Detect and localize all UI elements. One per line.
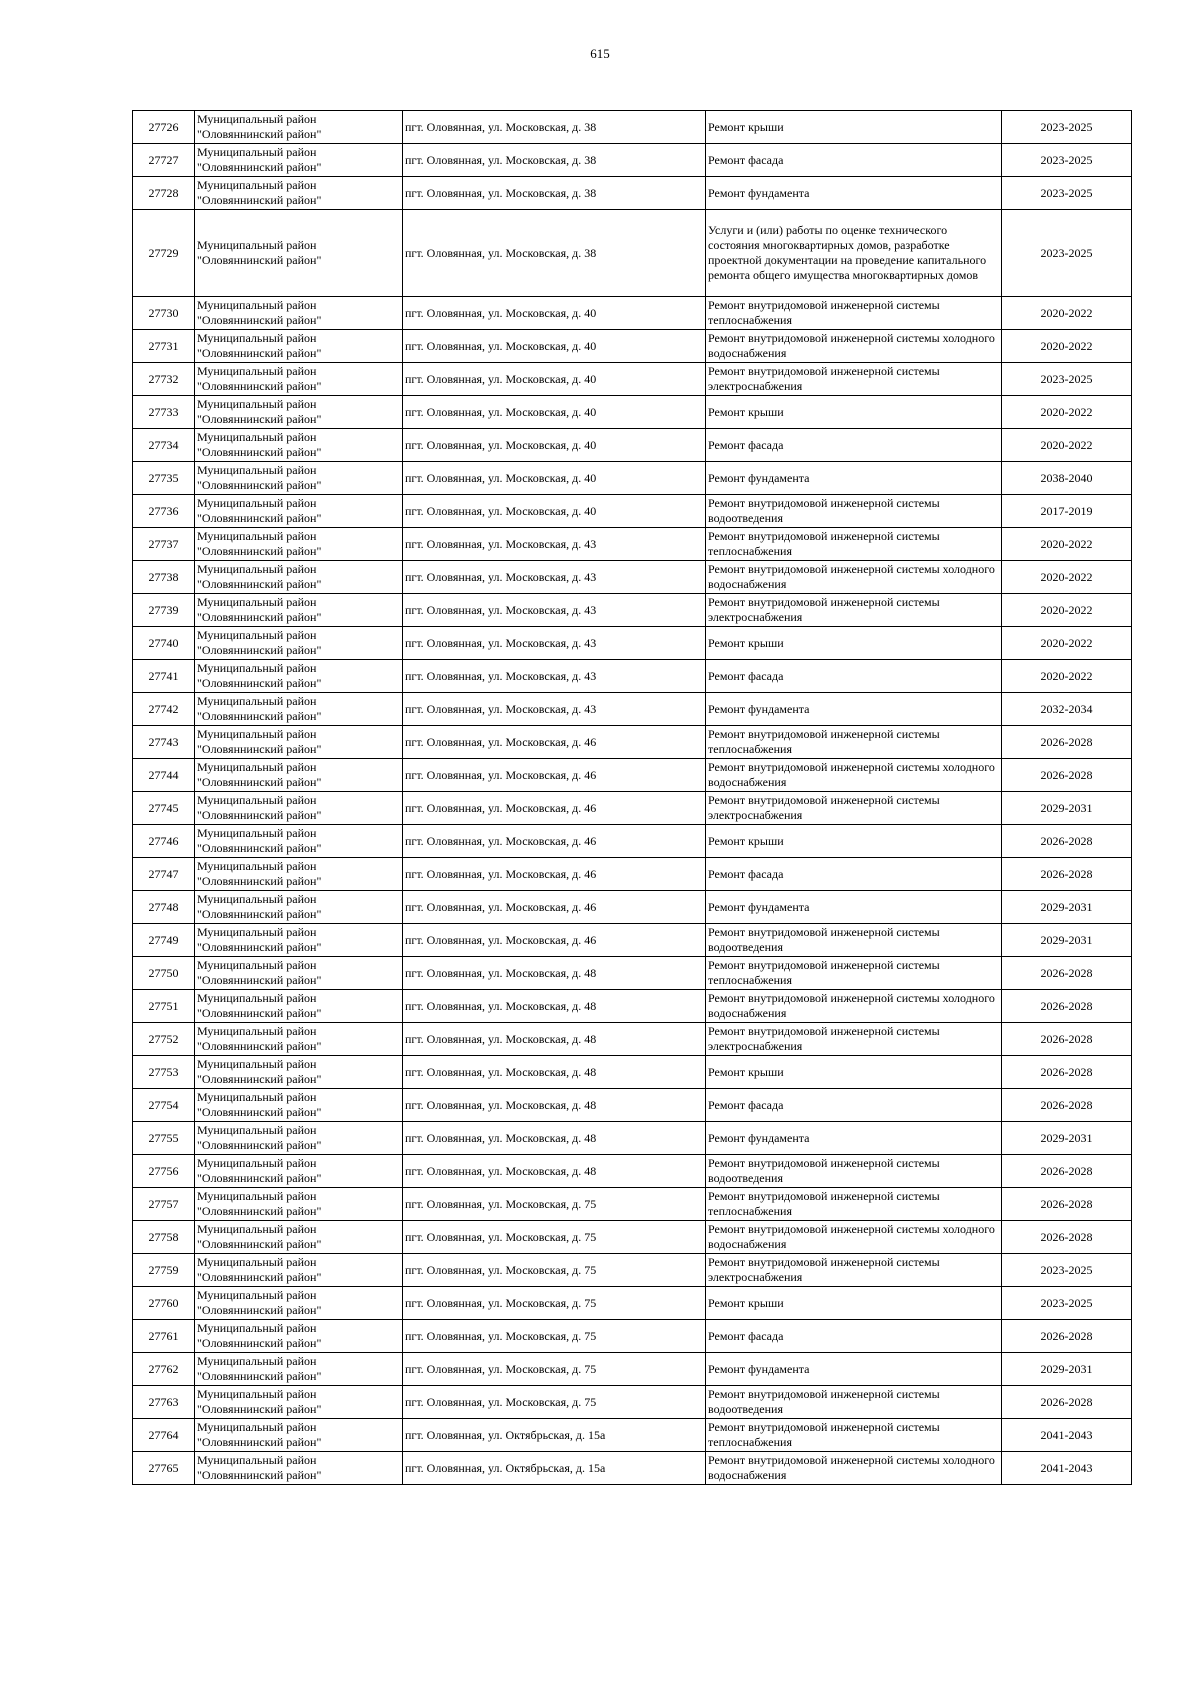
table-row [133,144,1132,177]
work-type-cell: Ремонт внутридомовой инженерной системы холодного водоснабжения [706,990,1002,1023]
municipality-cell: Муниципальный район "Оловяннинский район" [195,1386,403,1419]
municipality-cell: Муниципальный район "Оловяннинский район" [195,759,403,792]
row-number: 27726 [133,111,195,144]
table-row [133,1452,1132,1485]
address-cell: пгт. Оловянная, ул. Московская, д. 75 [403,1353,706,1386]
row-number: 27760 [133,1287,195,1320]
period-cell: 2023-2025 [1002,111,1132,144]
table-row [133,561,1132,594]
municipality-cell: Муниципальный район "Оловяннинский район" [195,1155,403,1188]
row-number: 27740 [133,627,195,660]
municipality-cell: Муниципальный район "Оловяннинский район" [195,660,403,693]
table-row [133,990,1132,1023]
table-row [133,330,1132,363]
municipality-cell: Муниципальный район "Оловяннинский район" [195,561,403,594]
row-number: 27746 [133,825,195,858]
period-cell: 2029-2031 [1002,792,1132,825]
row-number: 27729 [133,210,195,297]
work-type-cell: Ремонт внутридомовой инженерной системы теплоснабжения [706,726,1002,759]
period-cell: 2020-2022 [1002,330,1132,363]
table-row [133,924,1132,957]
period-cell: 2020-2022 [1002,561,1132,594]
row-number: 27732 [133,363,195,396]
municipality-cell: Муниципальный район "Оловяннинский район" [195,363,403,396]
address-cell: пгт. Оловянная, ул. Московская, д. 43 [403,561,706,594]
period-cell: 2029-2031 [1002,891,1132,924]
table-row [133,792,1132,825]
municipality-cell: Муниципальный район "Оловяннинский район" [195,144,403,177]
row-number: 27730 [133,297,195,330]
address-cell: пгт. Оловянная, ул. Московская, д. 40 [403,462,706,495]
table-row [133,429,1132,462]
row-number: 27744 [133,759,195,792]
work-type-cell: Ремонт внутридомовой инженерной системы теплоснабжения [706,957,1002,990]
work-type-cell: Ремонт фасада [706,1320,1002,1353]
address-cell: пгт. Оловянная, ул. Московская, д. 40 [403,363,706,396]
work-type-cell: Ремонт внутридомовой инженерной системы водоотведения [706,1155,1002,1188]
row-number: 27739 [133,594,195,627]
period-cell: 2026-2028 [1002,858,1132,891]
municipality-cell: Муниципальный район "Оловяннинский район" [195,396,403,429]
municipality-cell: Муниципальный район "Оловяннинский район" [195,1287,403,1320]
work-type-cell: Ремонт внутридомовой инженерной системы электроснабжения [706,1023,1002,1056]
period-cell: 2041-2043 [1002,1452,1132,1485]
address-cell: пгт. Оловянная, ул. Московская, д. 40 [403,330,706,363]
period-cell: 2020-2022 [1002,594,1132,627]
table-row [133,660,1132,693]
municipality-cell: Муниципальный район "Оловяннинский район" [195,990,403,1023]
work-type-cell: Ремонт крыши [706,396,1002,429]
table-row [133,297,1132,330]
address-cell: пгт. Оловянная, ул. Московская, д. 48 [403,1023,706,1056]
municipality-cell: Муниципальный район "Оловяннинский район" [195,1122,403,1155]
municipality-cell: Муниципальный район "Оловяннинский район" [195,858,403,891]
table-row [133,1221,1132,1254]
row-number: 27750 [133,957,195,990]
work-type-cell: Ремонт внутридомовой инженерной системы водоотведения [706,1386,1002,1419]
row-number: 27728 [133,177,195,210]
table-row [133,957,1132,990]
period-cell: 2020-2022 [1002,429,1132,462]
period-cell: 2026-2028 [1002,1221,1132,1254]
address-cell: пгт. Оловянная, ул. Московская, д. 38 [403,177,706,210]
table-row [133,111,1132,144]
table-row [133,528,1132,561]
address-cell: пгт. Оловянная, ул. Московская, д. 46 [403,891,706,924]
row-number: 27734 [133,429,195,462]
period-cell: 2020-2022 [1002,528,1132,561]
row-number: 27762 [133,1353,195,1386]
address-cell: пгт. Оловянная, ул. Московская, д. 46 [403,726,706,759]
period-cell: 2029-2031 [1002,1122,1132,1155]
row-number: 27765 [133,1452,195,1485]
period-cell: 2020-2022 [1002,660,1132,693]
row-number: 27731 [133,330,195,363]
work-type-cell: Услуги и (или) работы по оценке технического состояния многоквартирных домов, разработке проектной документации на проведение капитального ремонта общего имущества многоквартирных домов [706,210,1002,297]
table-row [133,825,1132,858]
row-number: 27752 [133,1023,195,1056]
table-row [133,1089,1132,1122]
period-cell: 2026-2028 [1002,726,1132,759]
municipality-cell: Муниципальный район "Оловяннинский район" [195,1320,403,1353]
municipality-cell: Муниципальный район "Оловяннинский район" [195,1254,403,1287]
period-cell: 2023-2025 [1002,1287,1132,1320]
period-cell: 2026-2028 [1002,1056,1132,1089]
row-number: 27743 [133,726,195,759]
work-type-cell: Ремонт крыши [706,111,1002,144]
table-row [133,462,1132,495]
period-cell: 2023-2025 [1002,363,1132,396]
period-cell: 2023-2025 [1002,210,1132,297]
period-cell: 2026-2028 [1002,1089,1132,1122]
period-cell: 2023-2025 [1002,177,1132,210]
municipality-cell: Муниципальный район "Оловяннинский район" [195,1188,403,1221]
municipality-cell: Муниципальный район "Оловяннинский район" [195,528,403,561]
municipality-cell: Муниципальный район "Оловяннинский район" [195,495,403,528]
municipality-cell: Муниципальный район "Оловяннинский район" [195,1452,403,1485]
address-cell: пгт. Оловянная, ул. Московская, д. 38 [403,210,706,297]
address-cell: пгт. Оловянная, ул. Московская, д. 75 [403,1221,706,1254]
address-cell: пгт. Оловянная, ул. Московская, д. 38 [403,144,706,177]
address-cell: пгт. Оловянная, ул. Московская, д. 40 [403,495,706,528]
address-cell: пгт. Оловянная, ул. Московская, д. 43 [403,693,706,726]
address-cell: пгт. Оловянная, ул. Октябрьская, д. 15а [403,1419,706,1452]
table-row [133,177,1132,210]
row-number: 27759 [133,1254,195,1287]
work-type-cell: Ремонт фундамента [706,177,1002,210]
address-cell: пгт. Оловянная, ул. Московская, д. 48 [403,990,706,1023]
work-type-cell: Ремонт внутридомовой инженерной системы холодного водоснабжения [706,1221,1002,1254]
work-type-cell: Ремонт крыши [706,1056,1002,1089]
address-cell: пгт. Оловянная, ул. Московская, д. 43 [403,660,706,693]
work-type-cell: Ремонт фундамента [706,1353,1002,1386]
work-type-cell: Ремонт фундамента [706,462,1002,495]
table-row [133,1254,1132,1287]
municipality-cell: Муниципальный район "Оловяннинский район" [195,627,403,660]
work-type-cell: Ремонт фундамента [706,693,1002,726]
address-cell: пгт. Оловянная, ул. Московская, д. 75 [403,1287,706,1320]
address-cell: пгт. Оловянная, ул. Московская, д. 75 [403,1254,706,1287]
table-row [133,1122,1132,1155]
work-type-cell: Ремонт внутридомовой инженерной системы теплоснабжения [706,1188,1002,1221]
period-cell: 2023-2025 [1002,144,1132,177]
row-number: 27742 [133,693,195,726]
period-cell: 2026-2028 [1002,1320,1132,1353]
work-type-cell: Ремонт внутридомовой инженерной системы холодного водоснабжения [706,1452,1002,1485]
row-number: 27747 [133,858,195,891]
period-cell: 2026-2028 [1002,957,1132,990]
row-number: 27754 [133,1089,195,1122]
row-number: 27749 [133,924,195,957]
work-type-cell: Ремонт внутридомовой инженерной системы теплоснабжения [706,1419,1002,1452]
period-cell: 2026-2028 [1002,1023,1132,1056]
address-cell: пгт. Оловянная, ул. Московская, д. 75 [403,1386,706,1419]
municipality-cell: Муниципальный район "Оловяннинский район" [195,1221,403,1254]
row-number: 27764 [133,1419,195,1452]
row-number: 27741 [133,660,195,693]
table-row [133,1023,1132,1056]
address-cell: пгт. Оловянная, ул. Московская, д. 48 [403,1155,706,1188]
row-number: 27758 [133,1221,195,1254]
period-cell: 2020-2022 [1002,627,1132,660]
period-cell: 2020-2022 [1002,396,1132,429]
period-cell: 2026-2028 [1002,990,1132,1023]
work-type-cell: Ремонт крыши [706,1287,1002,1320]
period-cell: 2029-2031 [1002,924,1132,957]
municipality-cell: Муниципальный район "Оловяннинский район" [195,693,403,726]
work-type-cell: Ремонт внутридомовой инженерной системы холодного водоснабжения [706,330,1002,363]
municipality-cell: Муниципальный район "Оловяннинский район" [195,330,403,363]
municipality-cell: Муниципальный район "Оловяннинский район" [195,1419,403,1452]
work-type-cell: Ремонт фасада [706,144,1002,177]
municipality-cell: Муниципальный район "Оловяннинский район" [195,891,403,924]
table-row [133,396,1132,429]
work-type-cell: Ремонт крыши [706,825,1002,858]
municipality-cell: Муниципальный район "Оловяннинский район" [195,429,403,462]
address-cell: пгт. Оловянная, ул. Московская, д. 38 [403,111,706,144]
period-cell: 2032-2034 [1002,693,1132,726]
period-cell: 2026-2028 [1002,1386,1132,1419]
work-type-cell: Ремонт внутридомовой инженерной системы теплоснабжения [706,528,1002,561]
address-cell: пгт. Оловянная, ул. Московская, д. 40 [403,396,706,429]
address-cell: пгт. Оловянная, ул. Московская, д. 75 [403,1320,706,1353]
address-cell: пгт. Оловянная, ул. Московская, д. 48 [403,1056,706,1089]
table-row [133,858,1132,891]
table-row [133,1320,1132,1353]
municipality-cell: Муниципальный район "Оловяннинский район" [195,297,403,330]
work-type-cell: Ремонт фасада [706,1089,1002,1122]
table-row [133,1419,1132,1452]
period-cell: 2026-2028 [1002,759,1132,792]
table-row [133,693,1132,726]
address-cell: пгт. Оловянная, ул. Московская, д. 46 [403,858,706,891]
table-row [133,495,1132,528]
work-type-cell: Ремонт фасада [706,858,1002,891]
row-number: 27727 [133,144,195,177]
row-number: 27751 [133,990,195,1023]
work-type-cell: Ремонт фундамента [706,1122,1002,1155]
municipality-cell: Муниципальный район "Оловяннинский район" [195,957,403,990]
work-type-cell: Ремонт внутридомовой инженерной системы электроснабжения [706,363,1002,396]
municipality-cell: Муниципальный район "Оловяннинский район" [195,177,403,210]
row-number: 27753 [133,1056,195,1089]
table-row [133,363,1132,396]
work-type-cell: Ремонт фасада [706,660,1002,693]
municipality-cell: Муниципальный район "Оловяннинский район" [195,792,403,825]
table-row [133,726,1132,759]
row-number: 27735 [133,462,195,495]
row-number: 27733 [133,396,195,429]
municipality-cell: Муниципальный район "Оловяннинский район" [195,924,403,957]
row-number: 27763 [133,1386,195,1419]
municipality-cell: Муниципальный район "Оловяннинский район" [195,1056,403,1089]
municipality-cell: Муниципальный район "Оловяннинский район" [195,594,403,627]
work-type-cell: Ремонт внутридомовой инженерной системы электроснабжения [706,792,1002,825]
address-cell: пгт. Оловянная, ул. Московская, д. 46 [403,924,706,957]
municipality-cell: Муниципальный район "Оловяннинский район" [195,726,403,759]
row-number: 27756 [133,1155,195,1188]
table-row [133,1056,1132,1089]
work-type-cell: Ремонт крыши [706,627,1002,660]
address-cell: пгт. Оловянная, ул. Октябрьская, д. 15а [403,1452,706,1485]
municipality-cell: Муниципальный район "Оловяннинский район" [195,462,403,495]
municipality-cell: Муниципальный район "Оловяннинский район" [195,1353,403,1386]
work-type-cell: Ремонт внутридомовой инженерной системы электроснабжения [706,594,1002,627]
table-row [133,1386,1132,1419]
table-row [133,627,1132,660]
municipality-cell: Муниципальный район "Оловяннинский район" [195,210,403,297]
work-type-cell: Ремонт внутридомовой инженерной системы электроснабжения [706,1254,1002,1287]
period-cell: 2026-2028 [1002,825,1132,858]
row-number: 27748 [133,891,195,924]
period-cell: 2041-2043 [1002,1419,1132,1452]
table-row [133,1188,1132,1221]
row-number: 27757 [133,1188,195,1221]
address-cell: пгт. Оловянная, ул. Московская, д. 40 [403,297,706,330]
work-type-cell: Ремонт фундамента [706,891,1002,924]
address-cell: пгт. Оловянная, ул. Московская, д. 75 [403,1188,706,1221]
work-type-cell: Ремонт внутридомовой инженерной системы теплоснабжения [706,297,1002,330]
address-cell: пгт. Оловянная, ул. Московская, д. 48 [403,1089,706,1122]
period-cell: 2017-2019 [1002,495,1132,528]
municipality-cell: Муниципальный район "Оловяннинский район" [195,1089,403,1122]
period-cell: 2038-2040 [1002,462,1132,495]
work-type-cell: Ремонт внутридомовой инженерной системы холодного водоснабжения [706,561,1002,594]
address-cell: пгт. Оловянная, ул. Московская, д. 43 [403,528,706,561]
address-cell: пгт. Оловянная, ул. Московская, д. 43 [403,627,706,660]
table-row [133,759,1132,792]
row-number: 27738 [133,561,195,594]
address-cell: пгт. Оловянная, ул. Московская, д. 48 [403,957,706,990]
address-cell: пгт. Оловянная, ул. Московская, д. 46 [403,792,706,825]
municipality-cell: Муниципальный район "Оловяннинский район" [195,1023,403,1056]
row-number: 27755 [133,1122,195,1155]
repair-schedule-table [132,110,1132,1485]
address-cell: пгт. Оловянная, ул. Московская, д. 40 [403,429,706,462]
row-number: 27761 [133,1320,195,1353]
period-cell: 2026-2028 [1002,1188,1132,1221]
table-body [133,111,1132,1485]
address-cell: пгт. Оловянная, ул. Московская, д. 46 [403,759,706,792]
municipality-cell: Муниципальный район "Оловяннинский район" [195,825,403,858]
row-number: 27736 [133,495,195,528]
table-row [133,891,1132,924]
page-number: 615 [590,46,610,61]
period-cell: 2029-2031 [1002,1353,1132,1386]
table-row [133,210,1132,297]
address-cell: пгт. Оловянная, ул. Московская, д. 46 [403,825,706,858]
table-row [133,594,1132,627]
municipality-cell: Муниципальный район "Оловяннинский район" [195,111,403,144]
work-type-cell: Ремонт внутридомовой инженерной системы холодного водоснабжения [706,759,1002,792]
period-cell: 2023-2025 [1002,1254,1132,1287]
address-cell: пгт. Оловянная, ул. Московская, д. 43 [403,594,706,627]
period-cell: 2026-2028 [1002,1155,1132,1188]
row-number: 27745 [133,792,195,825]
table-row [133,1353,1132,1386]
work-type-cell: Ремонт внутридомовой инженерной системы водоотведения [706,924,1002,957]
work-type-cell: Ремонт внутридомовой инженерной системы водоотведения [706,495,1002,528]
work-type-cell: Ремонт фасада [706,429,1002,462]
address-cell: пгт. Оловянная, ул. Московская, д. 48 [403,1122,706,1155]
table-row [133,1155,1132,1188]
row-number: 27737 [133,528,195,561]
table-row [133,1287,1132,1320]
period-cell: 2020-2022 [1002,297,1132,330]
